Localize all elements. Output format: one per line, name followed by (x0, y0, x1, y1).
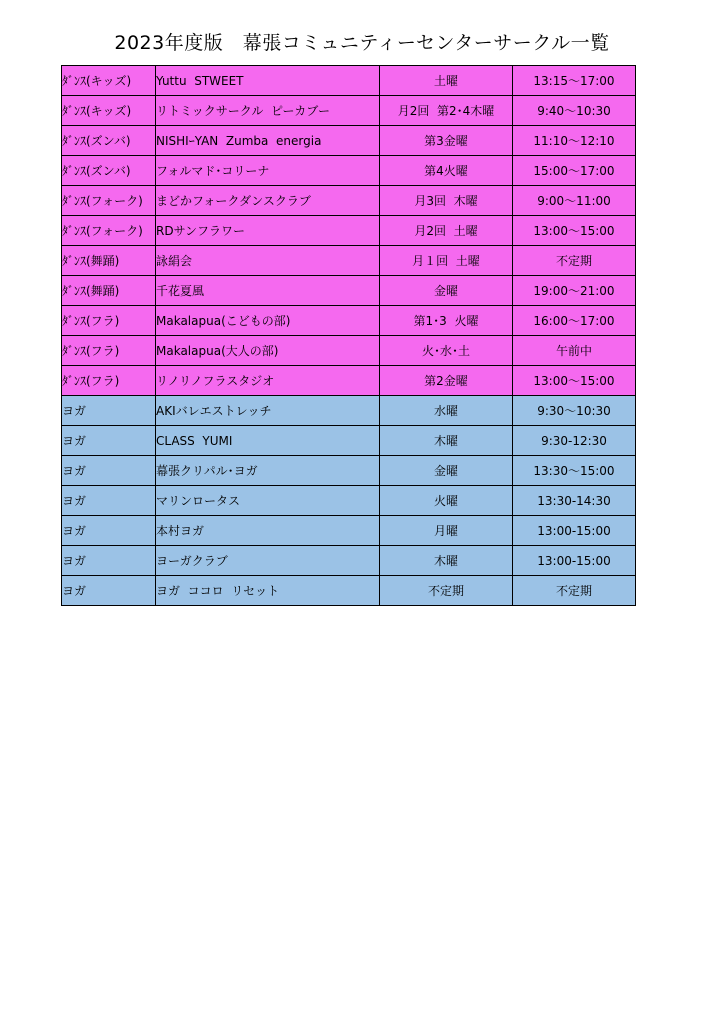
category-cell: ﾀﾞﾝｽ(フラ) (62, 336, 156, 366)
category-cell: ﾀﾞﾝｽ(舞踊) (62, 246, 156, 276)
day-cell: 月１回 土曜 (380, 246, 513, 276)
category-cell: ヨガ (62, 546, 156, 576)
time-cell: 不定期 (513, 246, 636, 276)
category-cell: ヨガ (62, 456, 156, 486)
category-cell: ヨガ (62, 486, 156, 516)
time-cell: 13:15～17:00 (513, 66, 636, 96)
circle-name-cell: リトミックサークル ピーカブー (156, 96, 380, 126)
day-cell: 不定期 (380, 576, 513, 606)
day-cell: 第2金曜 (380, 366, 513, 396)
table-row (62, 366, 636, 396)
table-row (62, 336, 636, 366)
day-cell: 土曜 (380, 66, 513, 96)
category-cell: ﾀﾞﾝｽ(フラ) (62, 366, 156, 396)
category-cell: ヨガ (62, 396, 156, 426)
table-row (62, 306, 636, 336)
time-cell: 19:00～21:00 (513, 276, 636, 306)
day-cell: 金曜 (380, 456, 513, 486)
page-title: 2023年度版 幕張コミュニティーセンターサークル一覧 (114, 32, 610, 54)
time-cell: 13:00-15:00 (513, 546, 636, 576)
circle-name-cell: Makalapua(大人の部) (156, 336, 380, 366)
table-row (62, 246, 636, 276)
circle-name-cell: Makalapua(こどもの部) (156, 306, 380, 336)
table-row (62, 576, 636, 606)
category-cell: ヨガ (62, 516, 156, 546)
day-cell: 火曜 (380, 486, 513, 516)
table-row (62, 66, 636, 96)
table-row (62, 96, 636, 126)
circle-name-cell: 詠絹会 (156, 246, 380, 276)
table-row (62, 216, 636, 246)
day-cell: 第4火曜 (380, 156, 513, 186)
circle-name-cell: 幕張クリパル･ヨガ (156, 456, 380, 486)
circle-table (61, 65, 636, 606)
time-cell: 13:30-14:30 (513, 486, 636, 516)
circle-name-cell: まどかフォークダンスクラブ (156, 186, 380, 216)
category-cell: ﾀﾞﾝｽ(舞踊) (62, 276, 156, 306)
table-row (62, 516, 636, 546)
circle-name-cell: RDサンフラワー (156, 216, 380, 246)
time-cell: 9:00～11:00 (513, 186, 636, 216)
day-cell: 月3回 木曜 (380, 186, 513, 216)
circle-name-cell: 本村ヨガ (156, 516, 380, 546)
table-row (62, 156, 636, 186)
day-cell: 水曜 (380, 396, 513, 426)
day-cell: 第1･3 火曜 (380, 306, 513, 336)
day-cell: 火･水･土 (380, 336, 513, 366)
time-cell: 9:30～10:30 (513, 396, 636, 426)
time-cell: 9:30-12:30 (513, 426, 636, 456)
day-cell: 木曜 (380, 546, 513, 576)
time-cell: 13:00～15:00 (513, 366, 636, 396)
circle-name-cell: フォルマド･コリーナ (156, 156, 380, 186)
day-cell: 金曜 (380, 276, 513, 306)
circle-name-cell: マリンロータス (156, 486, 380, 516)
time-cell: 13:00-15:00 (513, 516, 636, 546)
day-cell: 木曜 (380, 426, 513, 456)
category-cell: ﾀﾞﾝｽ(キッズ) (62, 96, 156, 126)
circle-name-cell: 千花夏風 (156, 276, 380, 306)
circle-table-body (62, 66, 636, 606)
circle-name-cell: ヨガ ココロ リセット (156, 576, 380, 606)
category-cell: ﾀﾞﾝｽ(ズンバ) (62, 126, 156, 156)
day-cell: 第3金曜 (380, 126, 513, 156)
circle-name-cell: CLASS YUMI (156, 426, 380, 456)
category-cell: ヨガ (62, 426, 156, 456)
circle-name-cell: リノリノフラスタジオ (156, 366, 380, 396)
circle-name-cell: NISHIｰYAN Zumba energia (156, 126, 380, 156)
time-cell: 13:30～15:00 (513, 456, 636, 486)
circle-name-cell: ヨーガクラブ (156, 546, 380, 576)
circle-name-cell: AKIバレエストレッチ (156, 396, 380, 426)
category-cell: ﾀﾞﾝｽ(フォーク) (62, 216, 156, 246)
day-cell: 月2回 土曜 (380, 216, 513, 246)
time-cell: 11:10～12:10 (513, 126, 636, 156)
table-row (62, 546, 636, 576)
time-cell: 9:40～10:30 (513, 96, 636, 126)
time-cell: 13:00～15:00 (513, 216, 636, 246)
day-cell: 月曜 (380, 516, 513, 546)
time-cell: 午前中 (513, 336, 636, 366)
category-cell: ﾀﾞﾝｽ(フォーク) (62, 186, 156, 216)
time-cell: 不定期 (513, 576, 636, 606)
circle-name-cell: Yuttu STWEET (156, 66, 380, 96)
category-cell: ヨガ (62, 576, 156, 606)
category-cell: ﾀﾞﾝｽ(ズンバ) (62, 156, 156, 186)
table-row (62, 126, 636, 156)
time-cell: 16:00～17:00 (513, 306, 636, 336)
day-cell: 月2回 第2･4木曜 (380, 96, 513, 126)
table-row (62, 426, 636, 456)
time-cell: 15:00～17:00 (513, 156, 636, 186)
table-row (62, 486, 636, 516)
category-cell: ﾀﾞﾝｽ(キッズ) (62, 66, 156, 96)
table-row (62, 456, 636, 486)
table-row (62, 396, 636, 426)
table-row (62, 186, 636, 216)
table-row (62, 276, 636, 306)
category-cell: ﾀﾞﾝｽ(フラ) (62, 306, 156, 336)
